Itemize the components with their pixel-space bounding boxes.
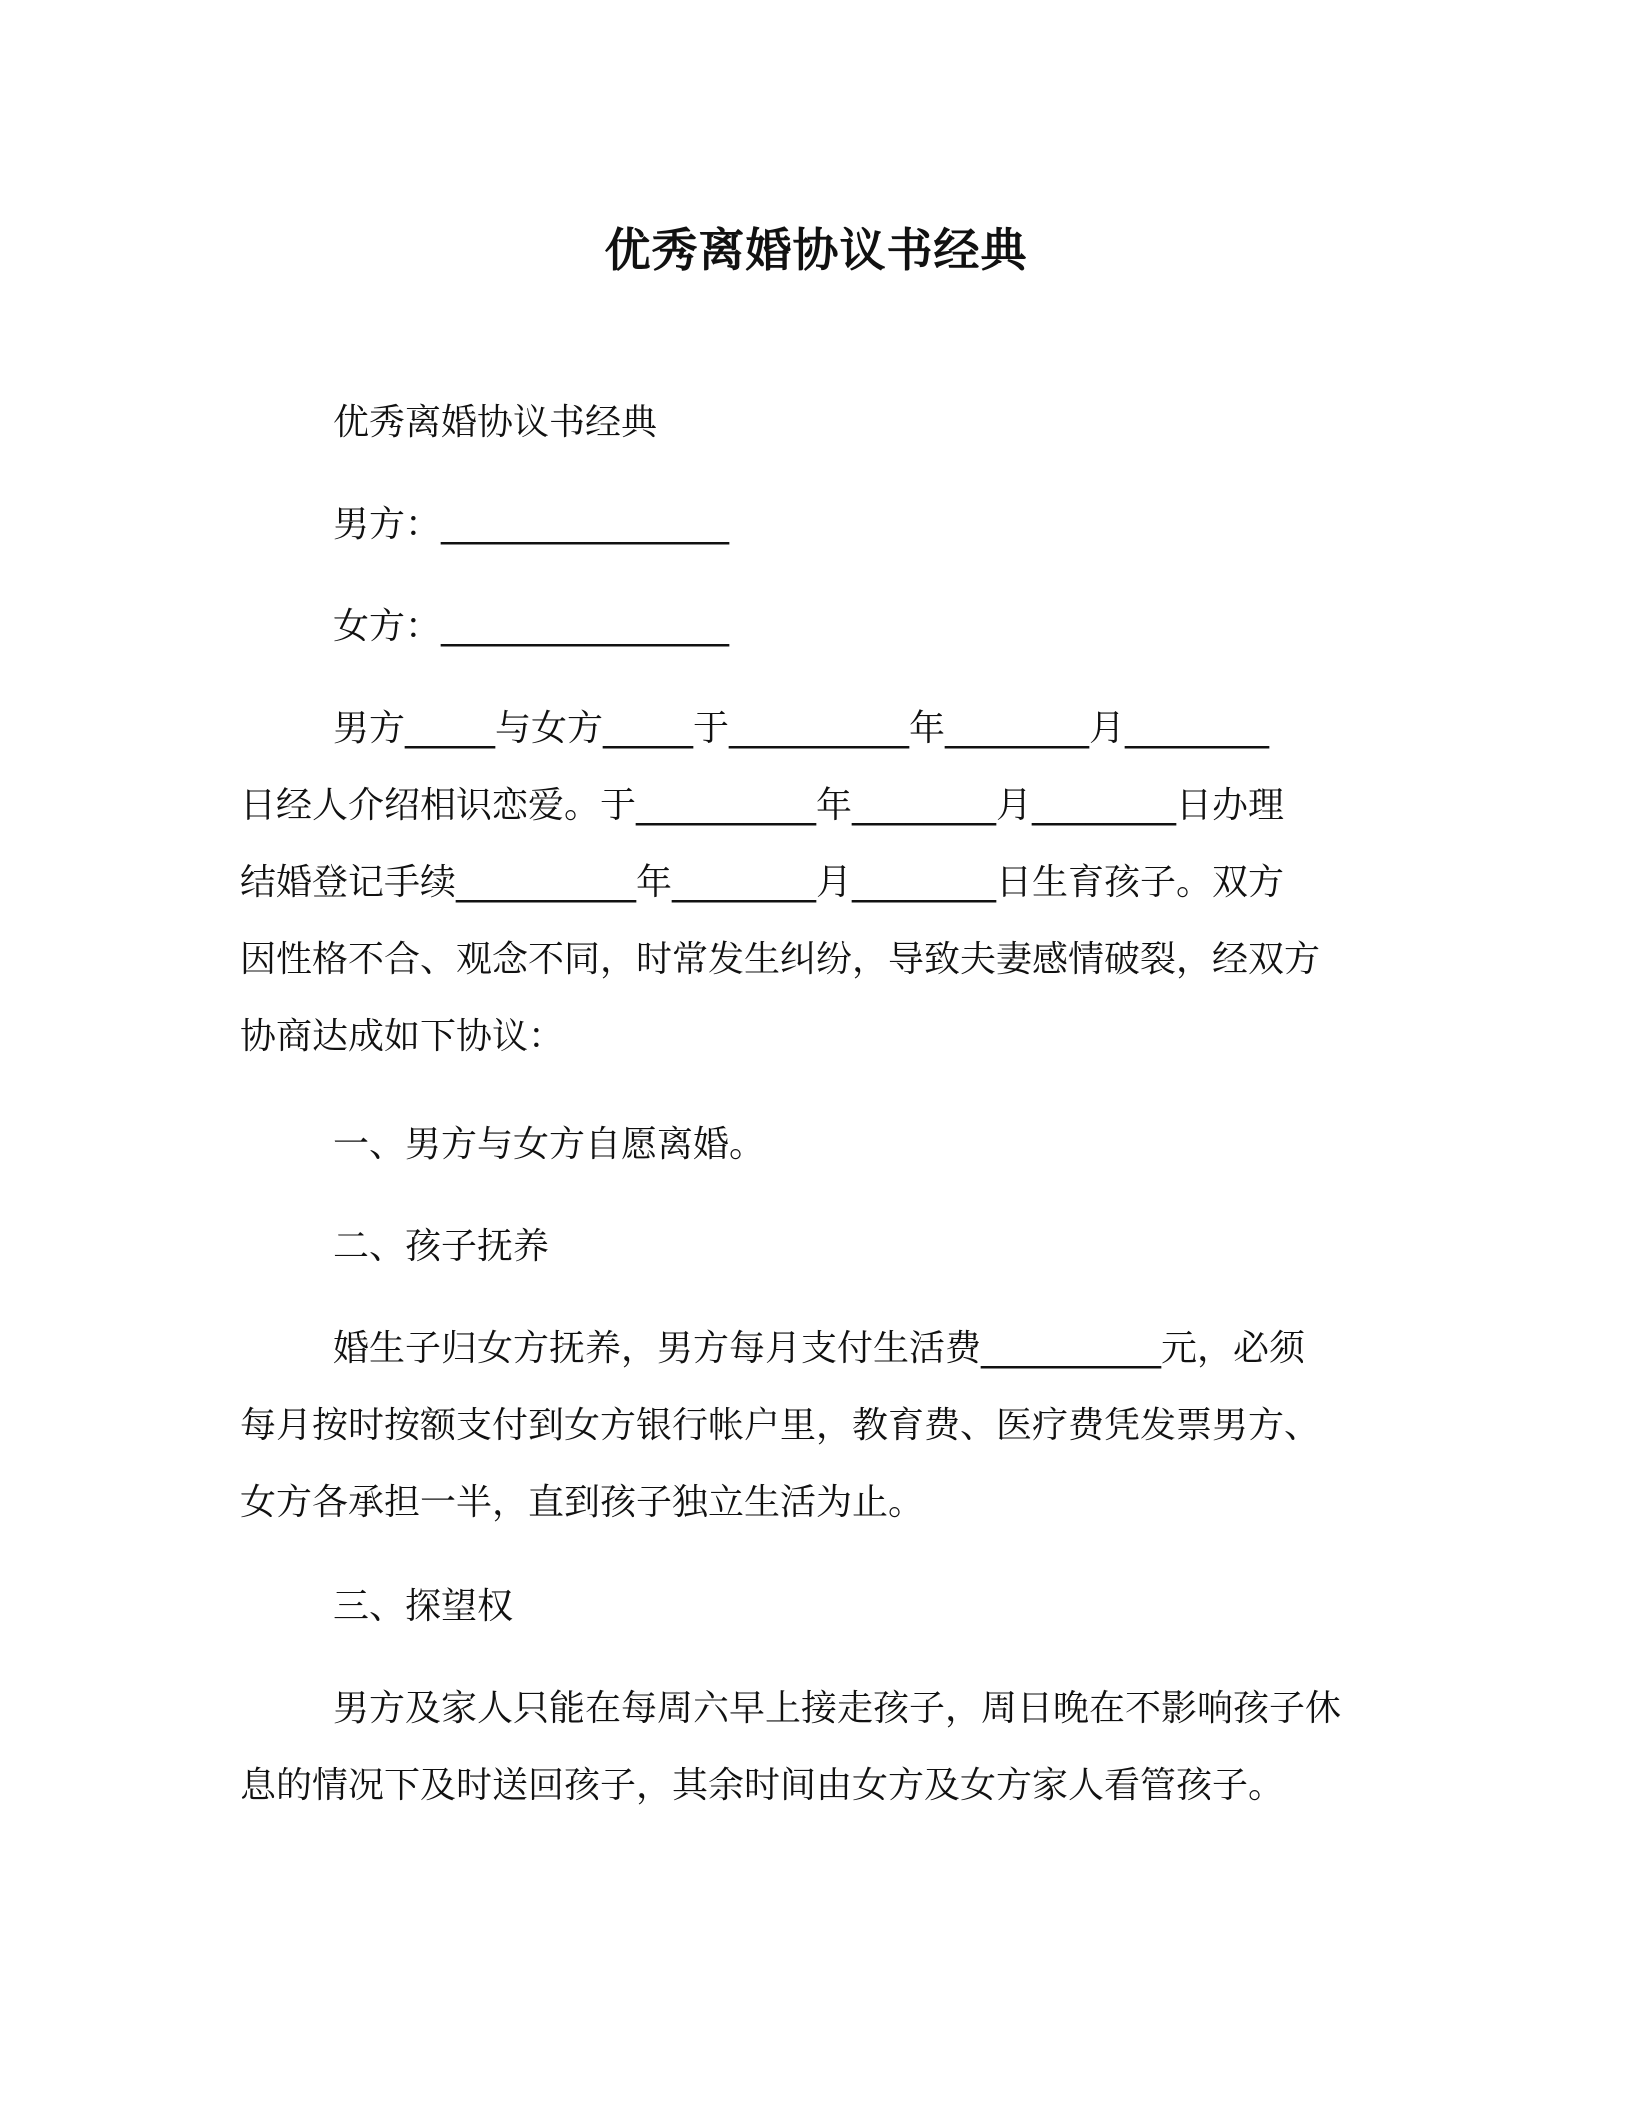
intro-line-4: 因性格不合、观念不同，时常发生纠纷，导致夫妻感情破裂，经双方	[240, 939, 1321, 980]
document-title: 优秀离婚协议书经典	[604, 223, 1028, 277]
clause-2-line-1: 婚生子归女方抚养，男方每月支付生活费__________元，必须	[333, 1328, 1306, 1369]
clause-3-paragraph	[240, 1670, 1392, 1824]
clause-2-paragraph	[240, 1310, 1392, 1541]
intro-line-2: 日经人介绍相识恋爱。于__________年________月________日办理	[240, 785, 1285, 826]
intro-paragraph	[240, 690, 1392, 1075]
male-party-line: 男方：________________	[333, 504, 730, 545]
intro-line-1: 男方_____与女方_____于__________年________月________	[333, 708, 1270, 749]
female-party-line: 女方：________________	[333, 606, 730, 647]
clause-1: 一、男方与女方自愿离婚。	[333, 1124, 766, 1165]
intro-line-3: 结婚登记手续__________年________月________日生育孩子。双方	[240, 862, 1285, 903]
clause-2-heading: 二、孩子抚养	[333, 1226, 550, 1267]
clause-2-line-3: 女方各承担一半，直到孩子独立生活为止。	[240, 1482, 925, 1523]
intro-line-5: 协商达成如下协议：	[240, 1016, 565, 1057]
document-subtitle: 优秀离婚协议书经典	[333, 402, 658, 443]
clause-3-heading: 三、探望权	[333, 1586, 514, 1627]
clause-3-line-2: 息的情况下及时送回孩子，其余时间由女方及女方家人看管孩子。	[240, 1765, 1285, 1806]
clause-2-line-2: 每月按时按额支付到女方银行帐户里，教育费、医疗费凭发票男方、	[240, 1405, 1321, 1446]
clause-3-line-1: 男方及家人只能在每周六早上接走孩子，周日晚在不影响孩子休	[333, 1688, 1342, 1729]
